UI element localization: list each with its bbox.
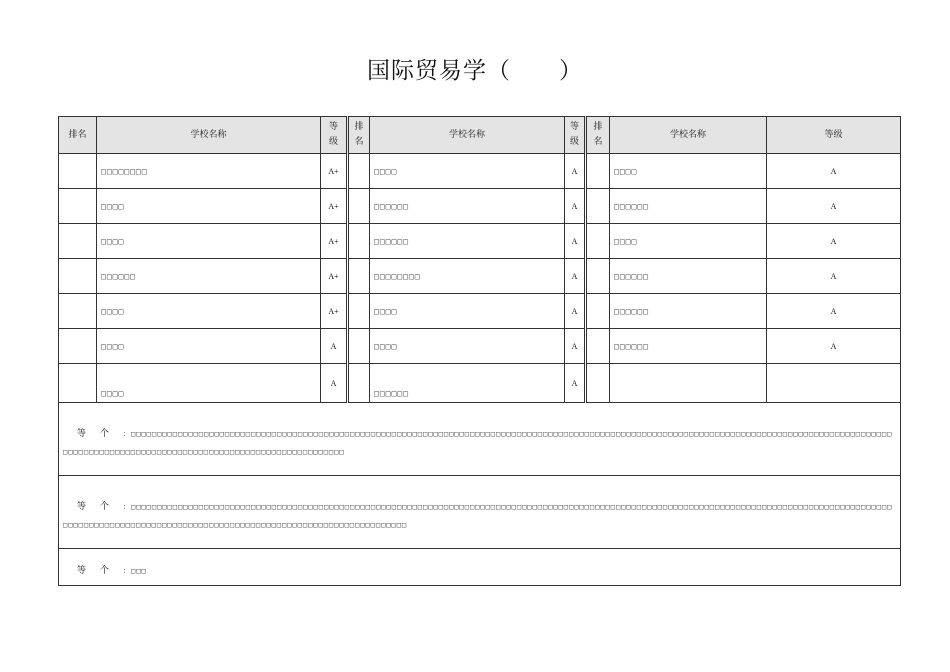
ranking-table-wrapper — [58, 116, 900, 586]
grade-cell: A+ — [321, 189, 348, 224]
table-row — [59, 154, 901, 189]
rank-cell — [59, 329, 97, 364]
col-header-school-2: 学校名称 — [370, 117, 565, 154]
rank-cell — [59, 259, 97, 294]
grade-cell: A+ — [321, 294, 348, 329]
table-row — [59, 294, 901, 329]
rank-cell — [586, 154, 610, 189]
rank-cell — [586, 259, 610, 294]
rank-cell — [59, 224, 97, 259]
ranking-table — [58, 116, 901, 586]
col-header-grade-1: 等 级 — [321, 117, 348, 154]
school-name-cell: □□□□ — [97, 364, 321, 403]
school-name-cell: □□□□□□ — [610, 294, 767, 329]
col-header-school-3: 学校名称 — [610, 117, 767, 154]
rank-cell — [348, 294, 370, 329]
page-title: 国际贸易学（ ） — [367, 58, 583, 84]
grade-cell: A — [565, 154, 586, 189]
note-label: 等个 — [77, 502, 124, 512]
school-name-cell: □□□□□□ — [370, 364, 565, 403]
note-text: ：□□□ — [123, 567, 147, 575]
col-header-grade-3: 等级 — [767, 117, 901, 154]
grade-cell: A — [565, 259, 586, 294]
school-name-cell — [610, 364, 767, 403]
school-name-cell: □□□□□□ — [370, 189, 565, 224]
table-row — [59, 259, 901, 294]
grade-cell: A — [767, 189, 901, 224]
school-name-cell: □□□□ — [97, 329, 321, 364]
school-name-cell: □□□□ — [370, 329, 565, 364]
rank-cell — [586, 364, 610, 403]
col-header-grade-2: 等 级 — [565, 117, 586, 154]
grade-cell: A — [565, 329, 586, 364]
school-name-cell: □□□□ — [97, 189, 321, 224]
school-name-cell: □□□□□□□□ — [97, 154, 321, 189]
rank-cell — [59, 189, 97, 224]
rank-cell — [348, 224, 370, 259]
grade-cell: A — [767, 294, 901, 329]
grade-cell: A — [321, 329, 348, 364]
grade-cell — [767, 364, 901, 403]
note-row — [59, 476, 901, 549]
col-header-rank-2: 排 名 — [348, 117, 370, 154]
rank-cell — [586, 189, 610, 224]
rank-cell — [59, 294, 97, 329]
table-row — [59, 189, 901, 224]
school-name-cell: □□□□ — [370, 154, 565, 189]
note-row — [59, 549, 901, 586]
table-row — [59, 364, 901, 403]
rank-cell — [59, 364, 97, 403]
col-header-rank-1: 排名 — [59, 117, 97, 154]
note-text: ：□□□□□□□□□□□□□□□□□□□□□□□□□□□□□□□□□□□□□□□□□□□□□□□□□□□□□□□□□□□□□□□□□□□□□□□□□□□□□□□□□□□□□□□□□□□□□□□□□□□□□□□□□□□□□□□□□□□□□□□□□□□□□□□□□□□□□□□□□□□□□□□□□□□□□□□□□□□□□□□□□□□□□□□□□□□□□□□□□□□□□□□□□□□□□□□□□□□□□□□□□□□□□□□□□□□□ — [63, 503, 893, 529]
note-label: 等个 — [77, 429, 124, 439]
grade-cell: A — [565, 224, 586, 259]
grade-cell: A+ — [321, 154, 348, 189]
col-header-school-1: 学校名称 — [97, 117, 321, 154]
note-text: ：□□□□□□□□□□□□□□□□□□□□□□□□□□□□□□□□□□□□□□□□□□□□□□□□□□□□□□□□□□□□□□□□□□□□□□□□□□□□□□□□□□□□□□□□□□□□□□□□□□□□□□□□□□□□□□□□□□□□□□□□□□□□□□□□□□□□□□□□□□□□□□□□□□□□□□□□□□□□□□□□□□□□□□□□□□□□□□□□□□□□□□□□□□□□□□□□□□□□□□□□ — [63, 430, 893, 456]
grade-cell: A — [565, 364, 586, 403]
grade-cell: A — [767, 224, 901, 259]
table-header-row — [59, 117, 901, 154]
rank-cell — [59, 154, 97, 189]
grade-cell: A — [321, 364, 348, 403]
grade-cell: A+ — [321, 259, 348, 294]
school-name-cell: □□□□ — [610, 224, 767, 259]
table-row — [59, 224, 901, 259]
grade-cell: A — [565, 189, 586, 224]
school-name-cell: □□□□□□ — [610, 189, 767, 224]
rank-cell — [348, 189, 370, 224]
school-name-cell: □□□□ — [97, 294, 321, 329]
rank-cell — [348, 259, 370, 294]
school-name-cell: □□□□□□ — [97, 259, 321, 294]
rank-cell — [586, 329, 610, 364]
rank-cell — [348, 329, 370, 364]
school-name-cell: □□□□ — [97, 224, 321, 259]
grade-cell: A — [565, 294, 586, 329]
rank-cell — [586, 224, 610, 259]
rank-cell — [348, 154, 370, 189]
col-header-rank-3: 排 名 — [586, 117, 610, 154]
grade-cell: A — [767, 154, 901, 189]
school-name-cell: □□□□□□□□ — [370, 259, 565, 294]
table-row — [59, 329, 901, 364]
school-name-cell: □□□□□□ — [610, 259, 767, 294]
rank-cell — [348, 364, 370, 403]
school-name-cell: □□□□ — [610, 154, 767, 189]
grade-cell: A — [767, 329, 901, 364]
rank-cell — [586, 294, 610, 329]
note-label: 等个 — [77, 566, 124, 576]
grade-cell: A+ — [321, 224, 348, 259]
grade-cell: A — [767, 259, 901, 294]
school-name-cell: □□□□□□ — [610, 329, 767, 364]
school-name-cell: □□□□□□ — [370, 224, 565, 259]
note-row — [59, 403, 901, 476]
school-name-cell: □□□□ — [370, 294, 565, 329]
